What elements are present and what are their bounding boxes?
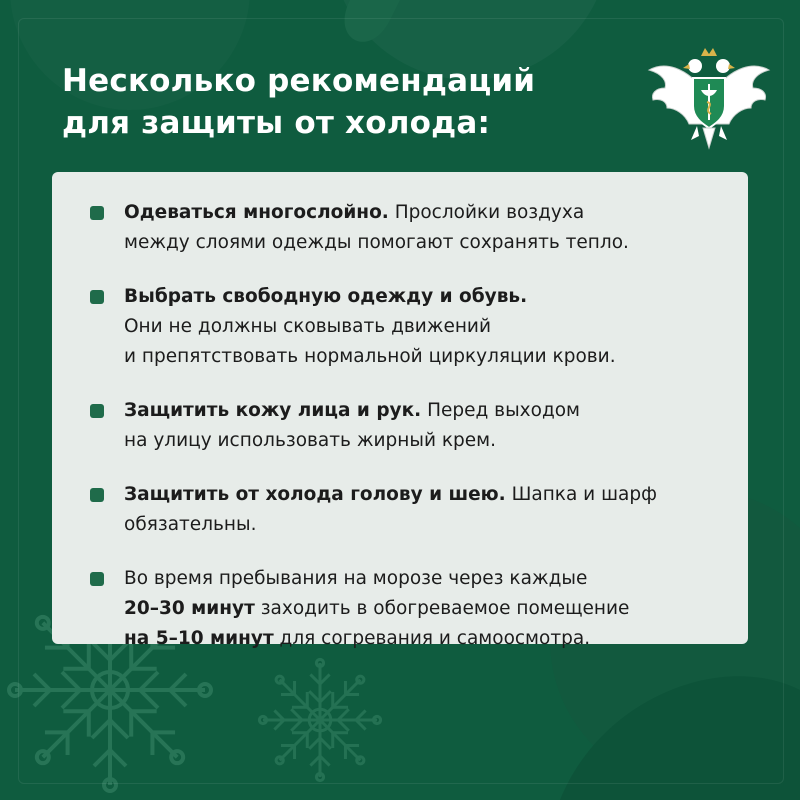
recommendation-line: обязательны. [124,514,257,535]
recommendations-card [52,172,748,649]
title-line-2: для защиты от холода: [62,105,491,141]
recommendation-text: Прослойки воздуха [388,202,585,223]
recommendation-line: Они не должны сковывать движений [124,316,491,337]
recommendation-text: Перед выходом [421,400,581,421]
recommendation-emphasis: 20–30 минут [124,598,255,619]
recommendation-heading: Защитить от холода голову и шею. [124,484,506,505]
bullet-icon [90,488,104,502]
recommendation-item [124,480,748,540]
recommendation-text: заходить в обогреваемое помещение [254,598,630,619]
recommendation-line: на улицу использовать жирный крем. [124,430,496,451]
recommendation-item [124,564,748,654]
recommendation-item [124,198,748,258]
recommendation-line [124,594,748,624]
recommendation-heading: Выбрать свободную одежду и обувь. [124,286,528,307]
recommendation-line [124,624,748,654]
recommendation-item [124,282,748,372]
bullet-icon [90,404,104,418]
recommendation-heading: Защитить кожу лица и рук. [124,400,422,421]
recommendation-text: Шапка и шарф [505,484,657,505]
recommendation-line [124,198,748,228]
bullet-icon [90,572,104,586]
ministry-emblem-icon [645,44,773,154]
title-line-1: Несколько рекомендаций [62,63,536,99]
recommendation-line [124,282,748,312]
recommendation-emphasis: на 5–10 минут [124,628,274,649]
recommendation-line [124,480,748,510]
page-title [62,60,535,144]
recommendation-line: Во время пребывания на морозе через каждые [124,568,588,589]
recommendation-heading: Одеваться многослойно. [124,202,389,223]
recommendation-text: для согревания и самоосмотра. [273,628,591,649]
bullet-icon [90,290,104,304]
bullet-icon [90,206,104,220]
recommendation-item [124,396,748,456]
recommendation-line: и препятствовать нормальной циркуляции крови. [124,346,616,367]
recommendation-line [124,396,748,426]
snowflake-icon [259,659,380,780]
recommendation-line: между слоями одежды помогают сохранять тепло. [124,232,629,253]
